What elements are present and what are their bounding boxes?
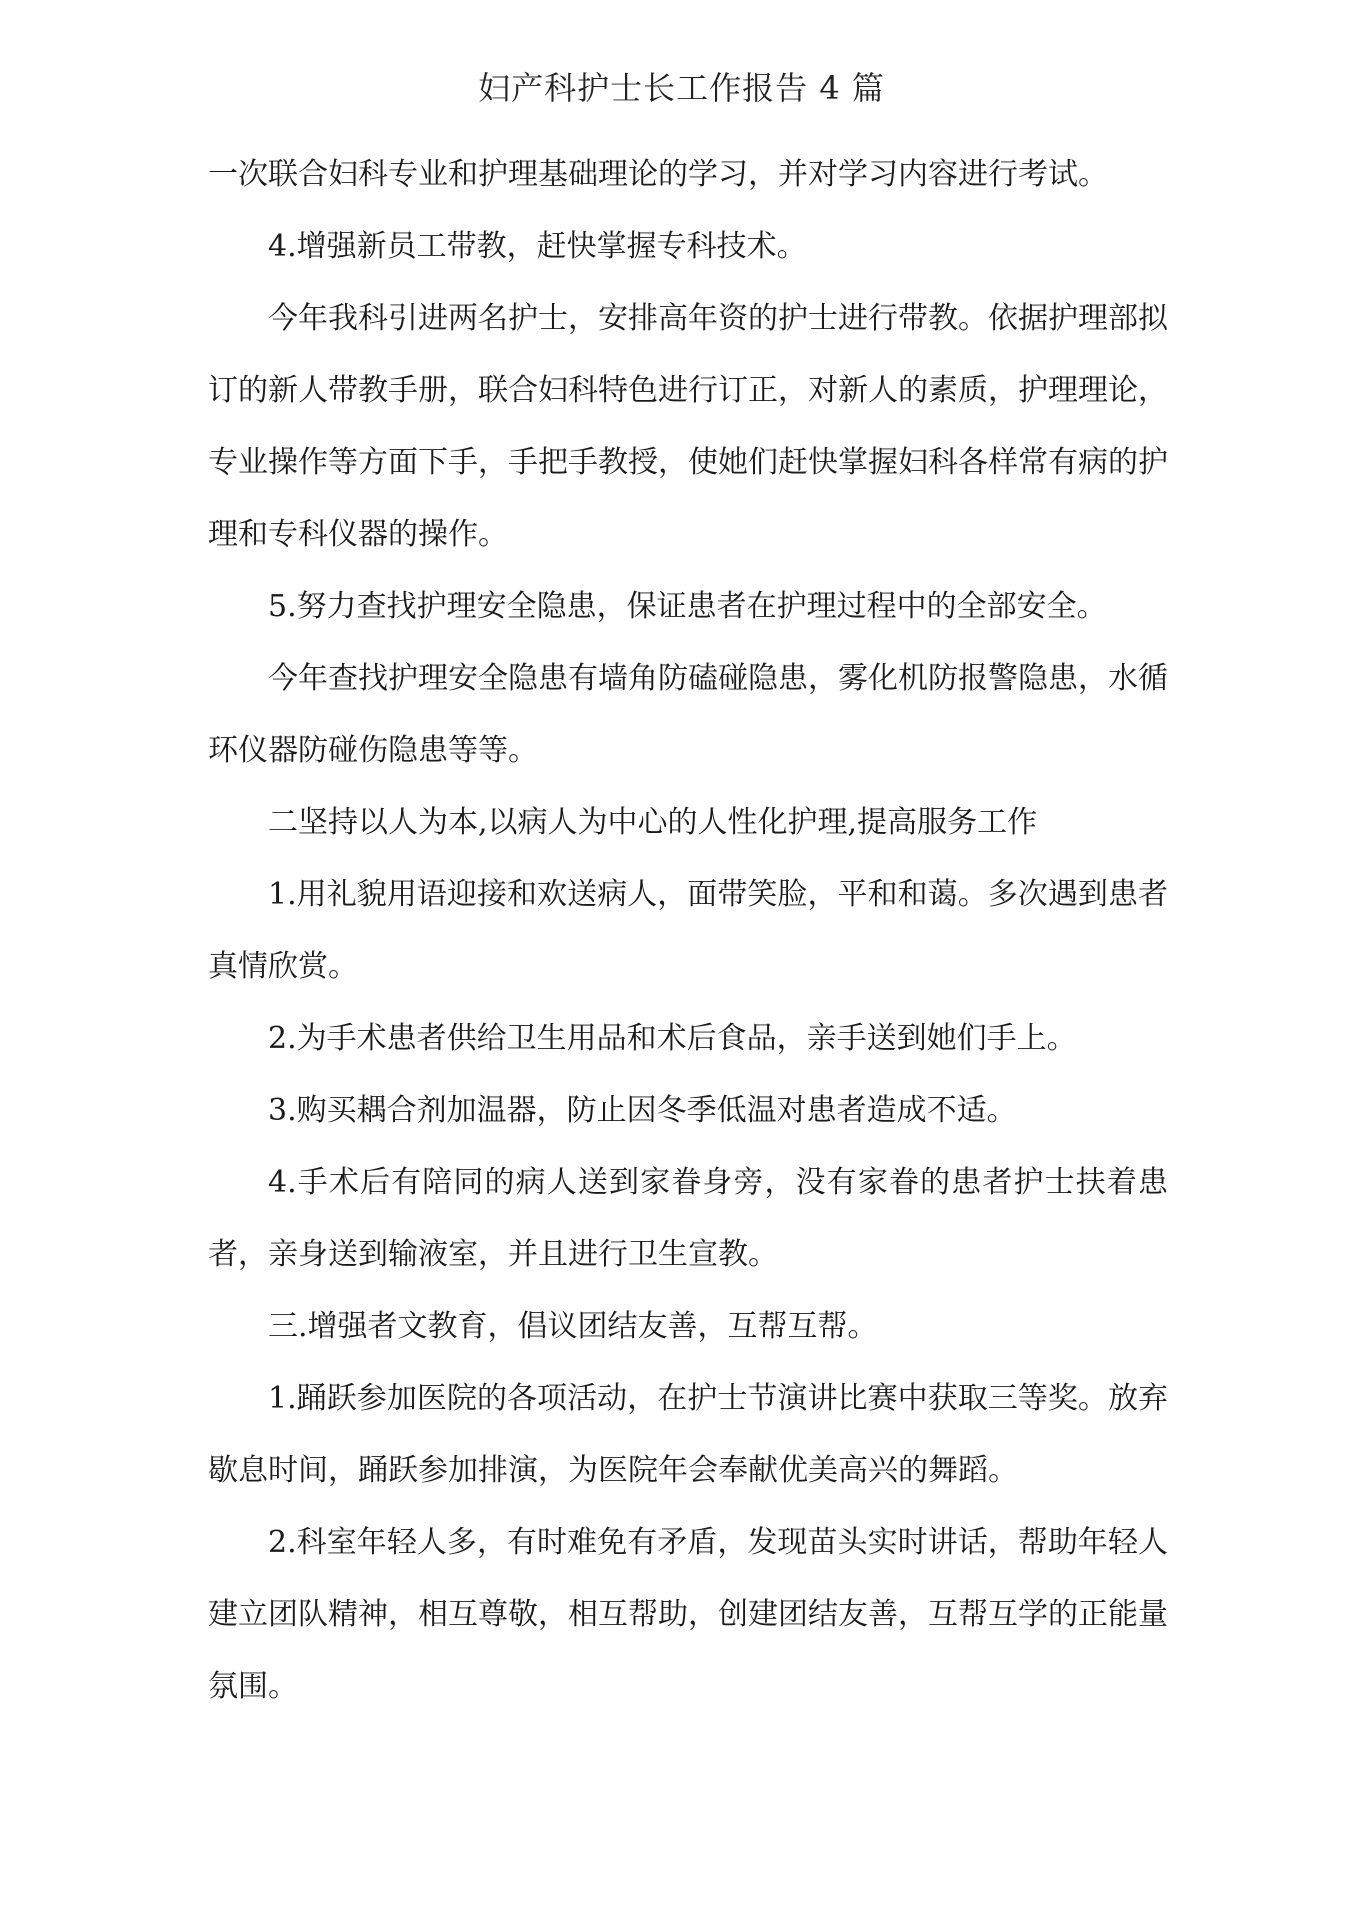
document-title: 妇产科护士长工作报告 4 篇 [478, 69, 885, 107]
paragraph: 4.增强新员工带教，赶快掌握专科技术。 [268, 229, 807, 264]
paragraph: 今年查找护理安全隐患有墙角防磕碰隐患，雾化机防报警隐患，水循环仪器防碰伤隐患等等。 [208, 661, 1168, 768]
paragraph: 1.踊跃参加医院的各项活动，在护士节演讲比赛中获取三等奖。放弃歇息时间，踊跃参加排演，为医院年会奉献优美高兴的舞蹈。 [208, 1381, 1168, 1488]
paragraph: 一次联合妇科专业和护理基础理论的学习，并对学习内容进行考试。 [208, 157, 1108, 192]
paragraph: 4.手术后有陪同的病人送到家眷身旁，没有家眷的患者护士扶着患者，亲身送到输液室，并且进行卫生宣教。 [208, 1165, 1168, 1272]
paragraph: 2.为手术患者供给卫生用品和术后食品，亲手送到她们手上。 [268, 1021, 1077, 1056]
paragraph: 2.科室年轻人多，有时难免有矛盾，发现苗头实时讲话，帮助年轻人建立团队精神，相互尊敬，相互帮助，创建团结友善，互帮互学的正能量氛围。 [208, 1525, 1168, 1704]
document-body [208, 139, 1168, 1723]
paragraph: 今年我科引进两名护士，安排高年资的护士进行带教。依据护理部拟订的新人带教手册，联合妇科特色进行订正，对新人的素质，护理理论，专业操作等方面下手，手把手教授，使她们赶快掌握妇科各样常有病的护理和专科仪器的操作。 [208, 301, 1168, 552]
paragraph: 1.用礼貌用语迎接和欢送病人，面带笑脸，平和和蔼。多次遇到患者真情欣赏。 [208, 877, 1168, 984]
section-heading: 三.增强者文教育，倡议团结友善，互帮互帮。 [268, 1309, 878, 1344]
paragraph: 3.购买耦合剂加温器，防止因冬季低温对患者造成不适。 [268, 1093, 1017, 1128]
section-heading: 二坚持以人为本,以病人为中心的人性化护理,提高服务工作 [268, 805, 1038, 840]
paragraph: 5.努力查找护理安全隐患，保证患者在护理过程中的全部安全。 [268, 589, 1107, 624]
